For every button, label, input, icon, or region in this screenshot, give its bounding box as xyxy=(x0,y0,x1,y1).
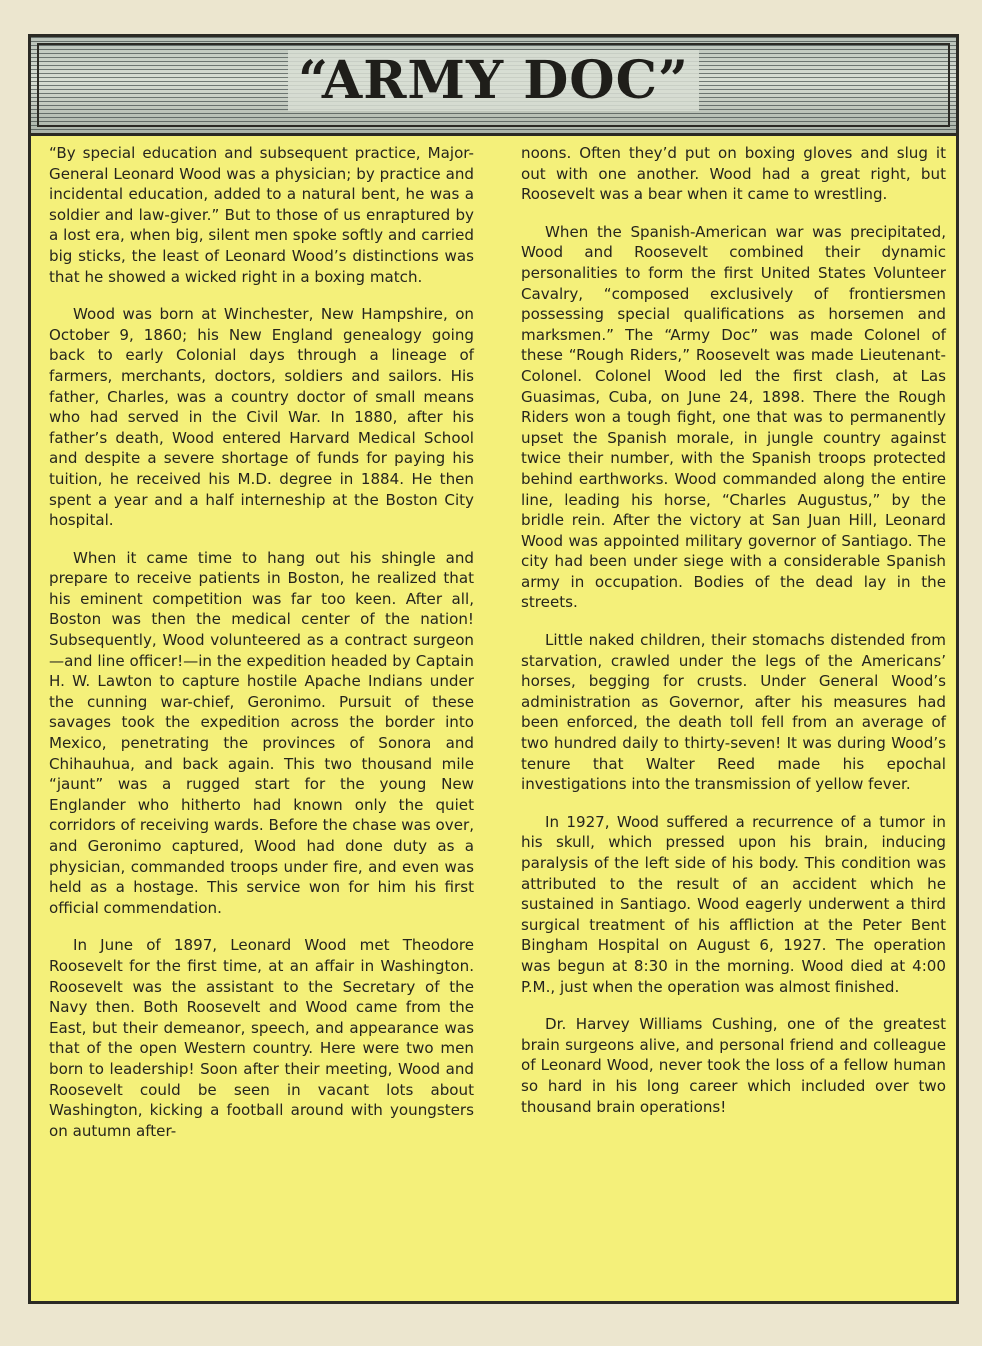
paragraph: When the Spanish-American war was precipitated, Wood and Roosevelt combined their dynamic personalities to form the first United States Volunteer Cavalry, “composed exclusively of frontiersmen possessing special qualifications as horsemen and marksmen.” The “Army Doc” was made Colonel of these “Rough Riders,” Roosevelt was made Lieutenant-Colonel. Colonel Wood led the first clash, at Las Guasimas, Cuba, on June 24, 1898. There the Rough Riders won a tough fight, one that was to permanently upset the Spanish morale, in jungle country against twice their number, with the Spanish troops protected behind earthworks. Wood commanded along the entire line, leading his horse, “Charles Augustus,” by the bridle rein. After the victory at San Juan Hill, Leonard Wood was appointed military governor of Santiago. The city had been under siege with a considerable Spanish army in occupation. Bodies of the dead lay in the streets. xyxy=(521,222,946,612)
paragraph: In June of 1897, Leonard Wood met Theodore Roosevelt for the first time, at an affair in Washington. Roosevelt was the assistant to the Secretary of the Navy then. Both Roosevelt and Wood came from the East, but their demeanor, speech, and appearance was that of the open Western country. Here were two men born to leadership! Soon after their meeting, Wood and Roosevelt could be seen in vacant lots about Washington, kicking a football around with youngsters on autumn after- xyxy=(49,936,474,1140)
article-title xyxy=(31,51,956,111)
article-title-text: “ARMY DOC” xyxy=(288,50,699,111)
paragraph: noons. Often they’d put on boxing gloves and slug it out with one another. Wood had a great right, but Roosevelt was a bear when it came to wrestling. xyxy=(521,144,946,204)
paragraph: Little naked children, their stomachs distended from starvation, crawled under the legs of the Americans’ horses, begging for crusts. Under General Wood’s administration as Governor, after his measures had been enforced, the death toll fell from an average of two hundred daily to thirty-seven! It was during Wood’s tenure that Walter Reed made his epochal investigations into the transmission of yellow fever. xyxy=(521,631,946,794)
article-body xyxy=(49,143,944,1293)
left-column xyxy=(49,143,474,1158)
paragraph: “By special education and subsequent practice, Major-General Leonard Wood was a physician; by practice and incidental education, added to a natural bent, he was a soldier and law-giver.” But to those of us enraptured by a lost era, when big, silent men spoke softly and carried big sticks, the least of Leonard Wood’s distinctions was that he showed a wicked right in a boxing match. xyxy=(49,144,474,286)
paragraph: Wood was born at Winchester, New Hampshire, on October 9, 1860; his New England genealogy going back to early Colonial days through a lineage of farmers, merchants, doctors, soldiers and sailors. His father, Charles, was a country doctor of small means who had served in the Civil War. In 1880, after his father’s death, Wood entered Harvard Medical School and despite a severe shortage of funds for paying his tuition, he received his M.D. degree in 1884. He then spent a year and a half interneship at the Boston City hospital. xyxy=(49,305,474,530)
article-page xyxy=(28,34,959,1304)
paragraph: Dr. Harvey Williams Cushing, one of the greatest brain surgeons alive, and personal friend and colleague of Leonard Wood, never took the loss of a fellow human so hard in his long career which included over two thousand brain operations! xyxy=(521,1015,946,1116)
title-banner xyxy=(31,37,956,136)
paragraph: When it came time to hang out his shingle and prepare to receive patients in Boston, he realized that his eminent competition was far too keen. After all, Boston was then the medical center of the nation! Subsequently, Wood volunteered as a contract surgeon—and line officer!—in the expedition headed by Captain H. W. Lawton to capture hostile Apache Indians under the cunning war-chief, Geronimo. Pursuit of these savages took the expedition across the border into Mexico, penetrating the provinces of Sonora and Chihauhua, and back again. This two thousand mile “jaunt” was a rugged start for the young New Englander who hitherto had known only the quiet corridors of receiving wards. Before the chase was over, and Geronimo captured, Wood had done duty as a physician, commanded troops under fire, and even was held as a hostage. This service won for him his first official commendation. xyxy=(49,548,474,917)
right-column xyxy=(521,143,946,1134)
paragraph: In 1927, Wood suffered a recurrence of a tumor in his skull, which pressed upon his brain, inducing paralysis of the left side of his body. This condition was attributed to the result of an accident which he sustained in Santiago. Wood eagerly underwent a third surgical treatment of his affliction at the Peter Bent Bingham Hospital on August 6, 1927. The operation was begun at 8:30 in the morning. Wood died at 4:00 P.M., just when the operation was almost finished. xyxy=(521,812,946,996)
